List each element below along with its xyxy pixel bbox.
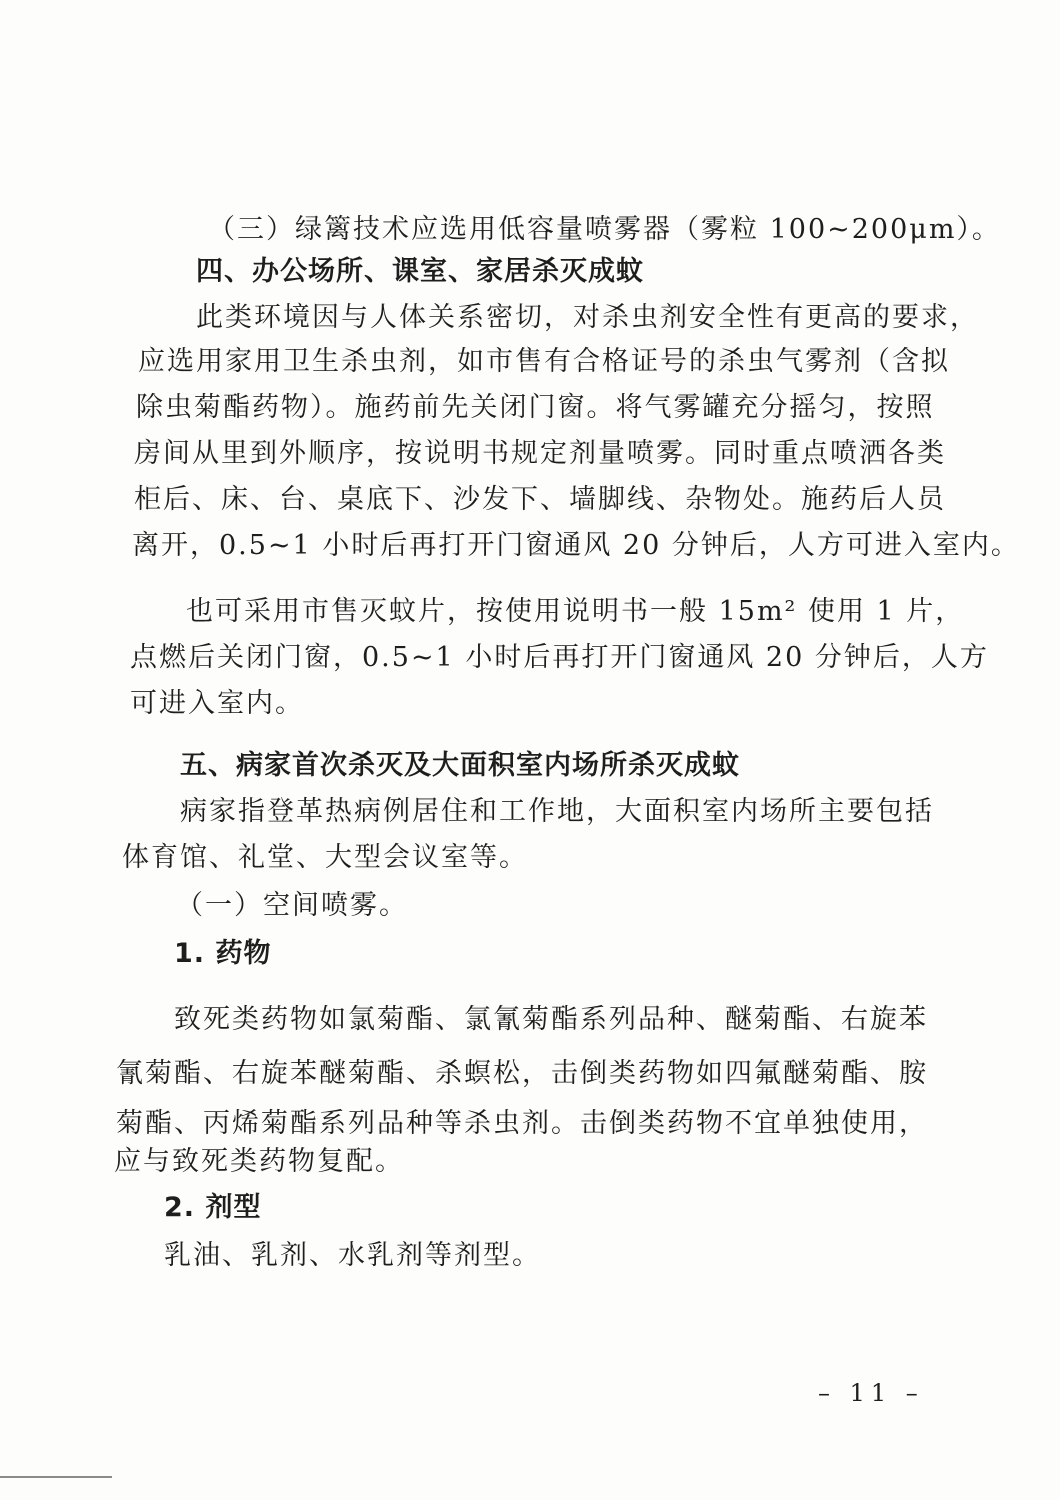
item-heading: 2. 剂型 bbox=[164, 1192, 262, 1223]
paragraph-line: 也可采用市售灭蚊片，按使用说明书一般 15m² 使用 1 片， bbox=[186, 596, 965, 627]
paragraph-line: 此类环境因与人体关系密切，对杀虫剂安全性有更高的要求， bbox=[196, 302, 979, 333]
subsection-heading: （一）空间喷雾。 bbox=[176, 890, 408, 921]
paragraph-line: 可进入室内。 bbox=[130, 688, 304, 719]
paragraph-line: 体育馆、礼堂、大型会议室等。 bbox=[122, 842, 528, 873]
section-heading: 四、办公场所、课室、家居杀灭成蚊 bbox=[196, 256, 644, 287]
paragraph-line: 离开，0.5~1 小时后再打开门窗通风 20 分钟后，人方可进入室内。 bbox=[132, 530, 1020, 561]
item-heading: 1. 药物 bbox=[174, 938, 272, 969]
page-number: – 11 – bbox=[818, 1379, 924, 1407]
paragraph-line: （三）绿篱技术应选用低容量喷雾器（雾粒 100~200μm）。 bbox=[208, 214, 1001, 245]
paragraph-line: 除虫菊酯药物）。施药前先关闭门窗。将气雾罐充分摇匀，按照 bbox=[136, 392, 935, 423]
paragraph-line: 房间从里到外顺序，按说明书规定剂量喷雾。同时重点喷洒各类 bbox=[134, 438, 946, 469]
paragraph-line: 致死类药物如氯菊酯、氯氰菊酯系列品种、醚菊酯、右旋苯 bbox=[174, 1004, 928, 1035]
paragraph-line: 氰菊酯、右旋苯醚菊酯、杀螟松，击倒类药物如四氟醚菊酯、胺 bbox=[116, 1058, 928, 1089]
section-heading: 五、病家首次杀灭及大面积室内场所杀灭成蚊 bbox=[180, 750, 740, 781]
paragraph-line: 柜后、床、台、桌底下、沙发下、墙脚线、杂物处。施药后人员 bbox=[134, 484, 946, 515]
paragraph-line: 病家指登革热病例居住和工作地，大面积室内场所主要包括 bbox=[180, 796, 934, 827]
paragraph-line: 应选用家用卫生杀虫剂，如市售有合格证号的杀虫气雾剂（含拟 bbox=[138, 346, 950, 377]
paragraph-line: 应与致死类药物复配。 bbox=[114, 1146, 404, 1177]
paragraph-line: 菊酯、丙烯菊酯系列品种等杀虫剂。击倒类药物不宜单独使用， bbox=[116, 1108, 928, 1139]
paragraph-line: 点燃后关闭门窗，0.5~1 小时后再打开门窗通风 20 分钟后，人方 bbox=[130, 642, 989, 673]
bottom-divider bbox=[0, 1476, 112, 1478]
paragraph-line: 乳油、乳剂、水乳剂等剂型。 bbox=[164, 1240, 541, 1271]
